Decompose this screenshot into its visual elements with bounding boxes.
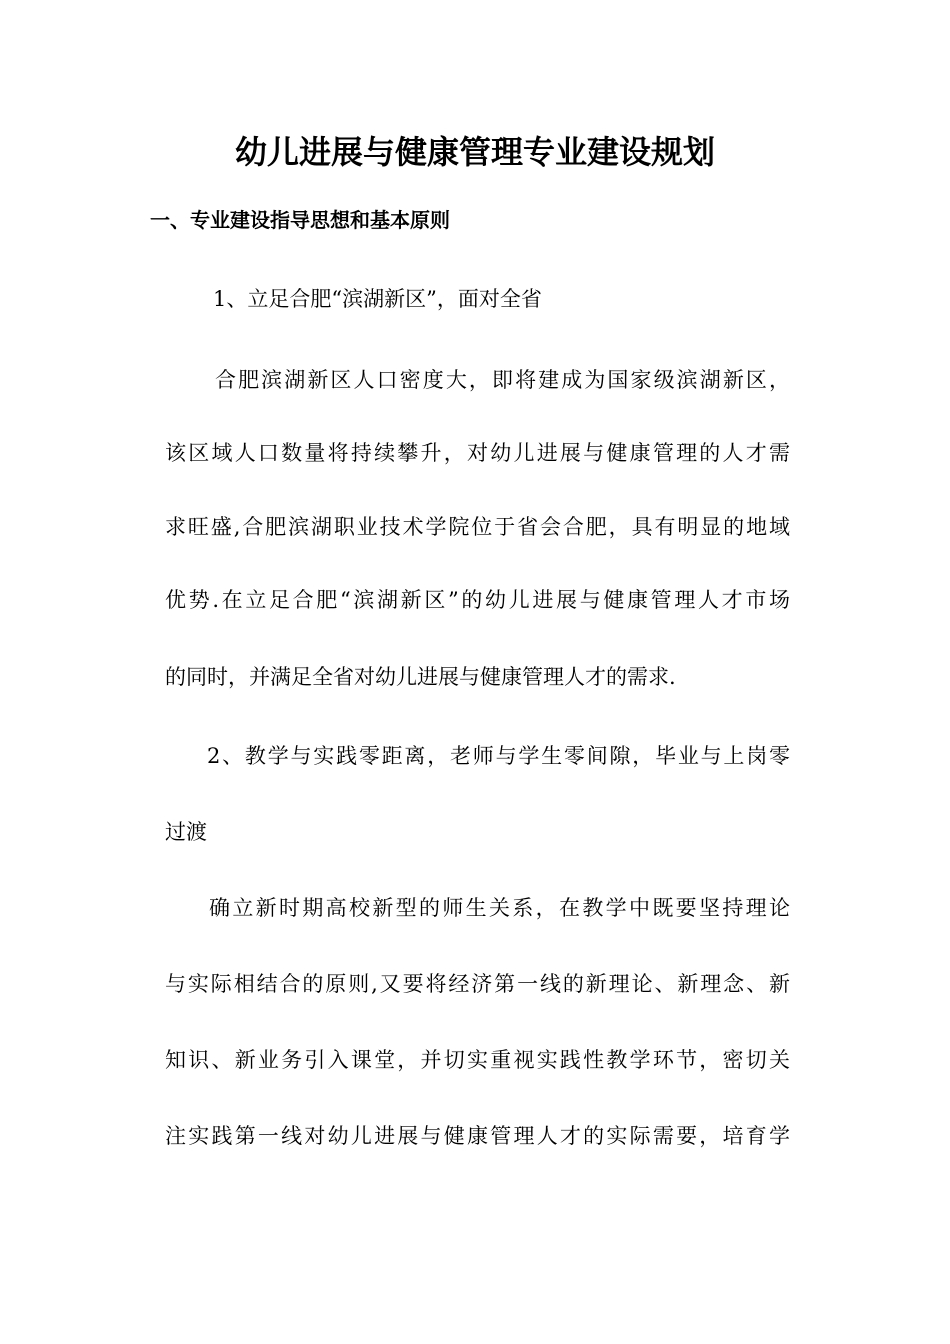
item-heading: 2、教学与实践零距离，老师与学生零间隙，毕业与上岗零: [207, 744, 790, 768]
item-heading: 过渡: [165, 820, 207, 844]
paragraph-line: 求旺盛,合肥滨湖职业技术学院位于省会合肥，具有明显的地域: [165, 515, 790, 539]
paragraph-line: 优势.在立足合肥“滨湖新区”的幼儿进展与健康管理人才市场: [165, 588, 790, 612]
item-heading: 1、立足合肥“滨湖新区”，面对全省: [213, 287, 542, 311]
paragraph-line: 知识、新业务引入课堂，并切实重视实践性教学环节，密切关: [165, 1048, 790, 1072]
paragraph-line: 的同时，并满足全省对幼儿进展与健康管理人才的需求.: [165, 665, 676, 689]
section-heading: 一、专业建设指导思想和基本原则: [150, 208, 450, 232]
document-title: 幼儿进展与健康管理专业建设规划: [234, 133, 715, 171]
paragraph-line: 确立新时期高校新型的师生关系，在教学中既要坚持理论: [209, 896, 790, 920]
paragraph-line: 注实践第一线对幼儿进展与健康管理人才的实际需要，培育学: [165, 1124, 790, 1148]
paragraph-line: 合肥滨湖新区人口密度大，即将建成为国家级滨湖新区，: [215, 368, 790, 392]
paragraph-line: 该区域人口数量将持续攀升，对幼儿进展与健康管理的人才需: [165, 441, 790, 465]
paragraph-line: 与实际相结合的原则,又要将经济第一线的新理论、新理念、新: [165, 972, 790, 996]
